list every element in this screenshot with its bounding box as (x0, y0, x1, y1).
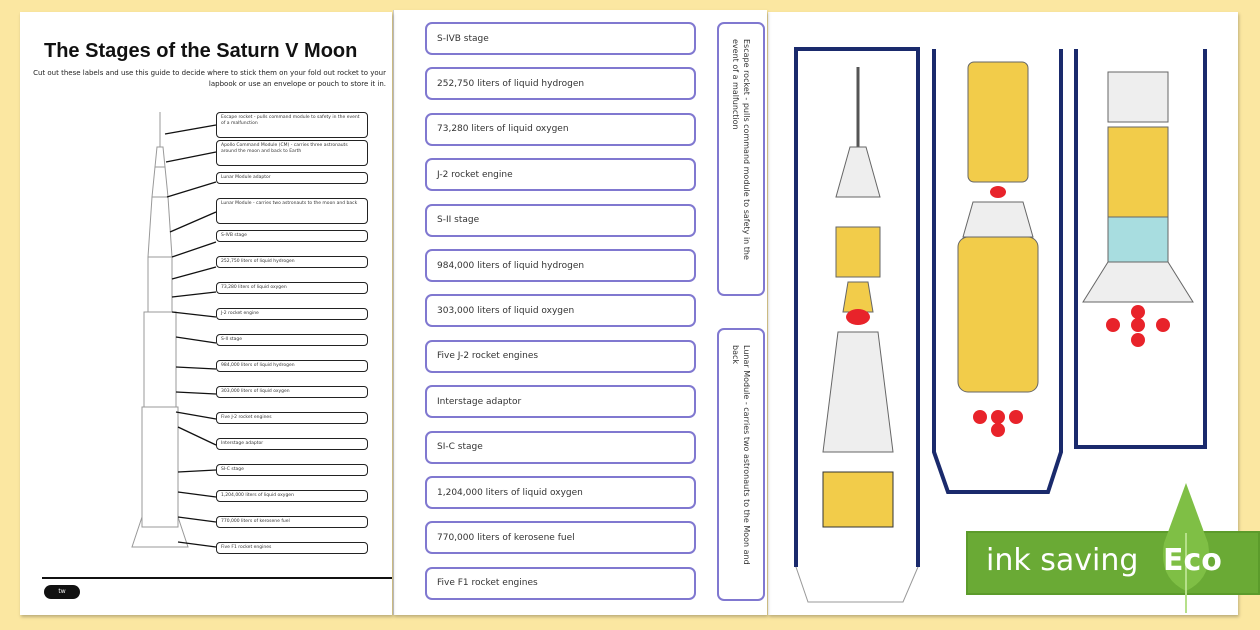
worksheet-page (20, 12, 392, 615)
instructions: Cut out these labels and use this guide to decide where to stick them on your fold out rocket to your lapbook or use an envelope or pouch to store it in. (33, 69, 386, 88)
cutout-label: 770,000 liters of kerosene fuel (425, 521, 696, 554)
rocket-top-section (796, 49, 918, 602)
guide-label: Five F1 rocket engines (216, 542, 368, 554)
guide-label: 770,000 liters of kerosene fuel (216, 516, 368, 528)
guide-label: Escape rocket - pulls command module to safety in the event of a malfunction (216, 112, 368, 138)
guide-label: 984,000 liters of liquid hydrogen (216, 360, 368, 372)
vertical-label-lunar-module: Lunar Module - carries two astronauts to the Moon and back (717, 328, 765, 601)
eco-text: Eco (1163, 543, 1222, 578)
guide-label: S-IVB stage (216, 230, 368, 242)
cutout-labels-page (393, 10, 767, 615)
ink-saving-badge (966, 531, 1260, 595)
guide-label: S-II stage (216, 334, 368, 346)
cutout-label: 303,000 liters of liquid oxygen (425, 294, 696, 327)
guide-label: Five J-2 rocket engines (216, 412, 368, 424)
guide-label: SI-C stage (216, 464, 368, 476)
cutout-label: 1,204,000 liters of liquid oxygen (425, 476, 696, 509)
guide-label: Apollo Command Module (CM) - carries three astronauts around the moon and back to Earth (216, 140, 368, 166)
guide-label: 303,000 liters of liquid oxygen (216, 386, 368, 398)
guide-label: 1,204,000 liters of liquid oxygen (216, 490, 368, 502)
guide-label: Lunar Module adaptor (216, 172, 368, 184)
twinkl-logo: tw (44, 585, 80, 599)
cutout-label: S-II stage (425, 204, 696, 237)
rocket-bottom-section (1076, 49, 1205, 447)
leader-lines (165, 125, 216, 547)
vertical-label-escape-rocket: Escape rocket - pulls command module to safety in the event of a malfunction (717, 22, 765, 296)
guide-label: Lunar Module - carries two astronauts to the moon and back (216, 198, 368, 224)
cutout-label: Five F1 rocket engines (425, 567, 696, 600)
ink-saving-text: ink saving (986, 543, 1139, 578)
page-title: The Stages of the Saturn V Moon (44, 40, 358, 62)
cutout-label: Five J-2 rocket engines (425, 340, 696, 373)
rocket-outline-illustration (130, 107, 220, 567)
cutout-label: J-2 rocket engine (425, 158, 696, 191)
cutout-label: 73,280 liters of liquid oxygen (425, 113, 696, 146)
cutout-label: Interstage adaptor (425, 385, 696, 418)
cutout-label: SI-C stage (425, 431, 696, 464)
rocket-middle-section (934, 49, 1061, 492)
guide-label: J-2 rocket engine (216, 308, 368, 320)
guide-label: 73,280 liters of liquid oxygen (216, 282, 368, 294)
cutout-label: 252,750 liters of liquid hydrogen (425, 67, 696, 100)
guide-label: Interstage adaptor (216, 438, 368, 450)
footer-rule (42, 577, 392, 579)
cutout-label: S-IVB stage (425, 22, 696, 55)
cutout-label: 984,000 liters of liquid hydrogen (425, 249, 696, 282)
guide-label: 252,750 liters of liquid hydrogen (216, 256, 368, 268)
